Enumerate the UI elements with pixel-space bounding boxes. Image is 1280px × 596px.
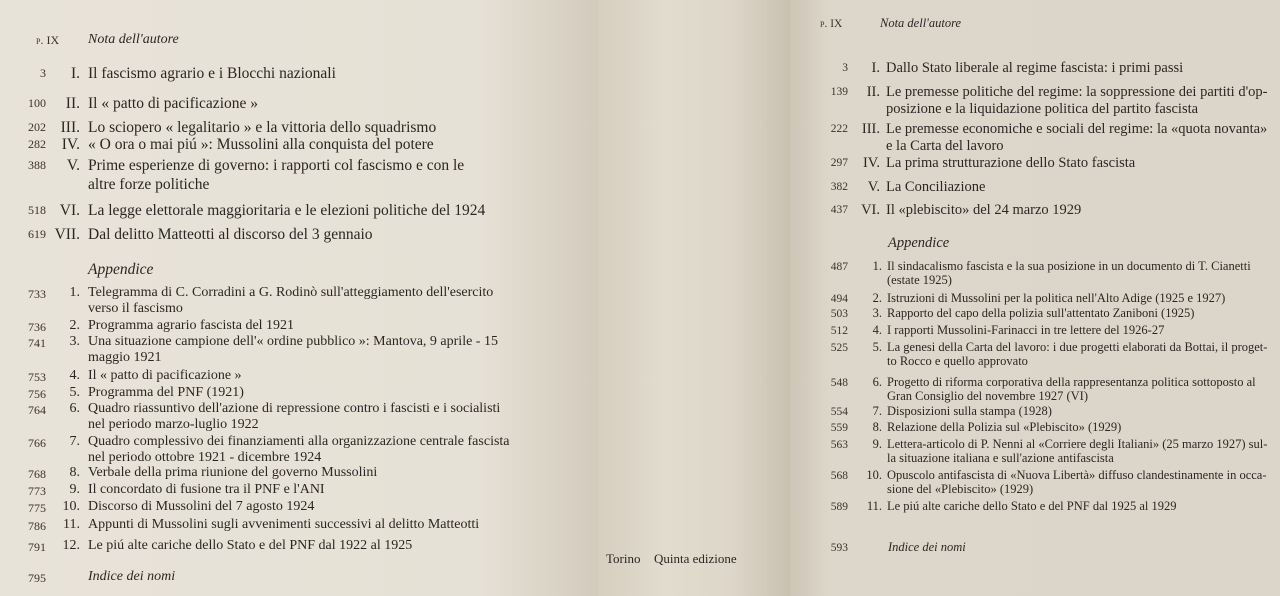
toc-entry-title: Opuscolo antifascista di «Nuova Libertà» diffuso clandestinamente in occa- <box>887 468 1267 482</box>
toc-entry-title: la situazione italiana e sull'azione antifascista <box>887 451 1114 465</box>
toc-entry-number: 6. <box>69 401 80 416</box>
toc-entry-title: Discorso di Mussolini del 7 agosto 1924 <box>88 499 315 514</box>
toc-entry-title: Una situazione campione dell'« ordine pubblico »: Mantova, 9 aprile - 15 <box>88 334 498 349</box>
toc-entry-number: 8. <box>872 420 882 434</box>
toc-entry-title: Le piú alte cariche dello Stato e del PNF dal 1925 al 1929 <box>887 499 1177 513</box>
toc-entry-title: Il fascismo agrario e i Blocchi nazionali <box>88 65 336 82</box>
toc-page-number: 741 <box>28 336 46 350</box>
toc-page-number: 736 <box>28 320 46 334</box>
toc-entry-title: Disposizioni sulla stampa (1928) <box>887 404 1052 418</box>
toc-entry-number: 4. <box>69 368 80 383</box>
index-page-number: 593 <box>830 542 848 554</box>
toc-entry-number: VI. <box>59 202 80 219</box>
header-title: Nota dell'autore <box>88 32 179 47</box>
toc-entry-number: V. <box>867 179 880 195</box>
header-title: Nota dell'autore <box>880 16 962 30</box>
toc-page-number: 768 <box>28 467 46 481</box>
toc-entry-number: 3. <box>872 306 882 320</box>
toc-page-number: 786 <box>28 519 46 533</box>
toc-page-number: 791 <box>28 540 46 554</box>
toc-entry-number: 12. <box>62 538 80 553</box>
toc-entry-title: Dallo Stato liberale al regime fascista: i primi passi <box>886 60 1184 76</box>
toc-entry-number: 4. <box>872 323 882 337</box>
toc-page-number: 559 <box>830 422 848 434</box>
toc-entry-title: Gran Consiglio del novembre 1927 (VI) <box>887 389 1089 403</box>
toc-entry-number: II. <box>65 95 80 112</box>
toc-entry-title: Verbale della prima riunione del governo Mussolini <box>88 465 378 480</box>
toc-entry-title: sione del «Plebiscito» (1929) <box>887 482 1034 496</box>
toc-page-number: 764 <box>28 403 46 417</box>
toc-page-number: 382 <box>830 181 848 193</box>
appendix-heading: Appendice <box>88 261 154 278</box>
index-title: Indice dei nomi <box>888 540 966 554</box>
toc-page-number: 554 <box>830 406 848 418</box>
toc-entry-title: to Rocco e quello approvato <box>887 354 1028 368</box>
toc-entry-title: Telegramma di C. Corradini a G. Rodinò sull'atteggiamento dell'esercito <box>88 285 494 300</box>
toc-entry-number: IV. <box>61 136 80 153</box>
toc-page-number: 619 <box>28 227 46 241</box>
toc-entry-title: La genesi della Carta del lavoro: i due progetti elaborati da Bottai, il proget- <box>887 340 1268 354</box>
toc-entry-title: Relazione della Polizia sul «Plebiscito» (1929) <box>887 420 1122 434</box>
toc-page-number: 753 <box>28 370 46 384</box>
toc-entry-title: « O ora o mai piú »: Mussolini alla conquista del potere <box>88 136 434 153</box>
toc-entry-number: III. <box>60 119 80 136</box>
toc-entry-title: Le piú alte cariche dello Stato e del PNF dal 1922 al 1925 <box>88 538 413 553</box>
toc-entry-number: 11. <box>866 499 882 513</box>
publisher-place: Torino <box>606 551 641 566</box>
toc-page-number: 297 <box>830 157 848 169</box>
toc-page-number: 222 <box>830 123 848 135</box>
toc-entry-title: Il concordato di fusione tra il PNF e l'ANI <box>88 482 325 497</box>
toc-page-number: 494 <box>830 293 848 305</box>
index-page-number: 795 <box>28 571 46 585</box>
toc-entry-title: Il « patto di pacificazione » <box>88 368 242 383</box>
toc-entry-title: Progetto di riforma corporativa della rappresentanza politica sottoposto al <box>887 375 1256 389</box>
toc-page-number: 503 <box>830 308 848 320</box>
toc-page-number: 202 <box>28 120 46 134</box>
toc-page-number: 282 <box>28 137 46 151</box>
toc-page-number: 756 <box>28 387 46 401</box>
toc-entry-title: Dal delitto Matteotti al discorso del 3 gennaio <box>88 226 373 243</box>
toc-entry-title: Appunti di Mussolini sugli avvenimenti successivi al delitto Matteotti <box>88 517 480 532</box>
toc-page-number: 437 <box>830 204 848 216</box>
header-page-ref: p. IX <box>820 18 843 30</box>
toc-entry-title: Istruzioni di Mussolini per la politica nell'Alto Adige (1925 e 1927) <box>887 291 1226 305</box>
toc-page-number: 388 <box>28 158 46 172</box>
toc-page-number: 775 <box>28 501 46 515</box>
toc-entry-title: La Conciliazione <box>886 179 986 195</box>
toc-page-number: 548 <box>830 377 848 389</box>
toc-entry-number: 2. <box>69 318 80 333</box>
toc-entry-number: 8. <box>69 465 80 480</box>
toc-entry-title: Le premesse economiche e sociali del regime: la «quota novanta» <box>886 121 1268 137</box>
toc-page-number: 773 <box>28 484 46 498</box>
toc-entry-title: I rapporti Mussolini-Farinacci in tre lettere del 1926-27 <box>887 323 1165 337</box>
toc-page-number: 139 <box>830 86 848 98</box>
toc-entry-title: maggio 1921 <box>88 350 162 365</box>
toc-entry-title: (estate 1925) <box>887 273 952 287</box>
toc-entry-number: 9. <box>69 482 80 497</box>
toc-entry-number: IV. <box>862 155 880 171</box>
toc-entry-title: nel periodo ottobre 1921 - dicembre 1924 <box>88 450 322 465</box>
toc-entry-title: posizione e la liquidazione politica del partito fascista <box>886 101 1199 117</box>
toc-entry-number: 5. <box>872 340 882 354</box>
toc-entry-title: Rapporto del capo della polizia sull'attentato Zaniboni (1925) <box>887 306 1195 320</box>
toc-page-number: 563 <box>830 439 848 451</box>
toc-entry-title: La legge elettorale maggioritaria e le elezioni politiche del 1924 <box>88 202 486 219</box>
toc-page-number: 525 <box>830 342 848 354</box>
toc-entry-number: 3. <box>69 334 80 349</box>
toc-page-number: 733 <box>28 287 46 301</box>
toc-entry-title: La prima strutturazione dello Stato fascista <box>886 155 1136 171</box>
right-page <box>790 0 1280 596</box>
toc-entry-title: Il «plebiscito» del 24 marzo 1929 <box>886 202 1082 218</box>
toc-entry-title: Il « patto di pacificazione » <box>88 95 259 112</box>
toc-page-number: 3 <box>40 66 46 80</box>
toc-entry-number: 7. <box>872 404 882 418</box>
index-title: Indice dei nomi <box>88 569 176 584</box>
toc-entry-number: VII. <box>54 226 80 243</box>
toc-entry-title: Lettera-articolo di P. Nenni al «Corriere degli Italiani» (25 marzo 1927) sul- <box>887 437 1268 451</box>
toc-entry-title: Programma del PNF (1921) <box>88 385 244 400</box>
toc-page-number: 766 <box>28 436 46 450</box>
toc-entry-title: Quadro riassuntivo dell'azione di repressione contro i fascisti e i socialisti <box>88 401 501 416</box>
toc-entry-number: 7. <box>69 434 80 449</box>
toc-page-number: 589 <box>830 501 848 513</box>
toc-entry-title: Prime esperienze di governo: i rapporti col fascismo e con le <box>88 157 465 174</box>
toc-entry-title: Lo sciopero « legalitario » e la vittoria dello squadrismo <box>88 119 437 136</box>
toc-page-number: 3 <box>842 62 848 74</box>
toc-entry-title: nel periodo marzo-luglio 1922 <box>88 417 259 432</box>
toc-entry-number: 2. <box>872 291 882 305</box>
toc-entry-number: 6. <box>872 375 882 389</box>
toc-entry-number: 1. <box>872 259 882 273</box>
toc-entry-title: Il sindacalismo fascista e la sua posizione in un documento di T. Cianetti <box>887 259 1251 273</box>
left-page <box>0 0 598 596</box>
toc-entry-number: 1. <box>69 285 80 300</box>
book-gutter <box>598 0 790 596</box>
toc-page-number: 518 <box>28 203 46 217</box>
toc-entry-title: verso il fascismo <box>88 301 183 316</box>
toc-entry-number: 10. <box>62 499 80 514</box>
toc-entry-number: VI. <box>861 202 880 218</box>
toc-page-number: 512 <box>830 325 848 337</box>
toc-entry-number: 5. <box>69 385 80 400</box>
toc-entry-title: altre forze politiche <box>88 176 210 193</box>
toc-page-number: 100 <box>28 96 46 110</box>
edition-note: Quinta edizione <box>654 551 737 566</box>
toc-entry-number: 9. <box>872 437 882 451</box>
toc-entry-number: 10. <box>866 468 882 482</box>
toc-entry-number: III. <box>861 121 880 137</box>
toc-entry-title: Quadro complessivo dei finanziamenti alla organizzazione centrale fascista <box>88 434 510 449</box>
toc-page-number: 568 <box>830 470 848 482</box>
toc-entry-number: V. <box>66 157 80 174</box>
toc-entry-title: Programma agrario fascista del 1921 <box>88 318 295 333</box>
appendix-heading: Appendice <box>888 235 950 251</box>
header-page-ref: p. IX <box>36 33 60 47</box>
toc-entry-number: I. <box>871 60 880 76</box>
toc-entry-title: Le premesse politiche del regime: la soppressione dei partiti d'op- <box>886 84 1268 100</box>
toc-page-number: 487 <box>830 261 848 273</box>
toc-entry-title: e la Carta del lavoro <box>886 138 1004 154</box>
toc-entry-number: II. <box>866 84 880 100</box>
toc-entry-number: I. <box>70 65 80 82</box>
toc-entry-number: 11. <box>63 517 80 532</box>
